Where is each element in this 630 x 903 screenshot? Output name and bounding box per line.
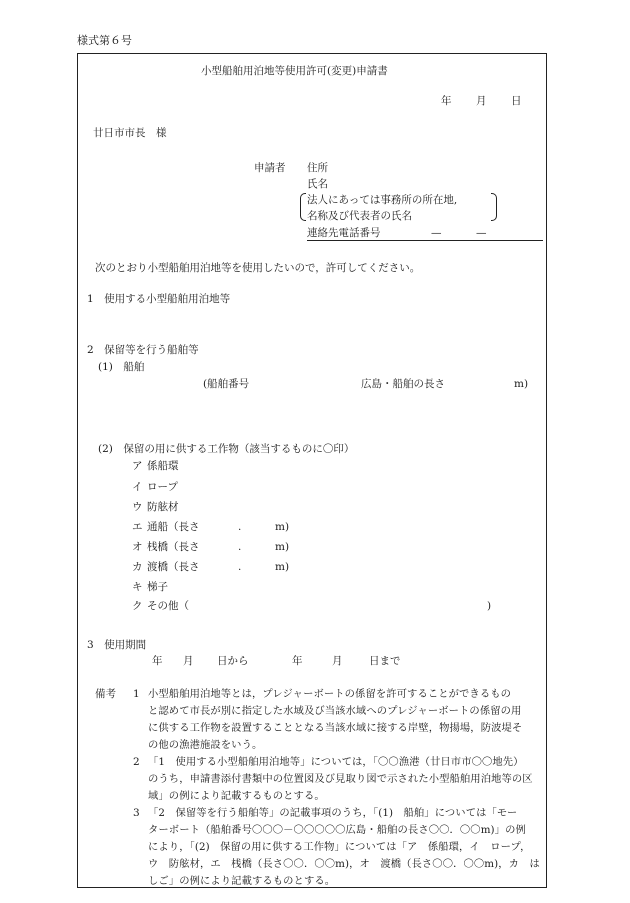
form-title: 小型船舶用泊地等使用許可(変更)申請書 [201, 65, 388, 77]
note-3-line: により，「(2) 保留の用に供する工作物」については「ア 係船環，イ ロープ， [148, 841, 531, 853]
note-1-line: 小型船舶用泊地等とは，プレジャーボートの係留を許可することができるもの [148, 688, 512, 700]
structure-close-ku: ) [487, 600, 492, 612]
form-number: 様式第６号 [77, 34, 132, 47]
structure-name-e: 通船（長さ [147, 521, 200, 533]
note-3-number: 3 [133, 807, 140, 819]
date-day[interactable]: 日 [511, 95, 522, 107]
structure-unit-o: m) [275, 541, 290, 553]
structure-name-ki: 梯子 [147, 581, 168, 593]
structure-name-ku: その他（ [147, 600, 189, 612]
structure-kana-ki[interactable]: キ [132, 581, 143, 593]
note-2-line: のうち，申請書添付書類中の位置図及び見取り図で示された小型船舶用泊地等の区 [148, 773, 533, 785]
note-2-line: 「1 使用する小型船舶用泊地等」については，「〇〇漁港（廿日市市〇〇地先） [148, 756, 524, 768]
section2-heading: 2 保留等を行う船舶等 [87, 344, 199, 356]
note-3-line: しご」の例により記載するものとする。 [148, 875, 336, 887]
period-to-year[interactable]: 年 [292, 655, 303, 667]
structure-kana-u[interactable]: ウ [132, 501, 143, 513]
period-from-day[interactable]: 日から [217, 655, 249, 667]
note-1-line: と認めて市長が別に指定した水域及び当該水域へのプレジャーボートの係留の用 [148, 705, 522, 717]
structure-unit-ka: m) [275, 561, 290, 573]
vessel-reg-label[interactable]: (船舶番号 [203, 378, 250, 390]
period-from-year[interactable]: 年 [152, 655, 163, 667]
structure-kana-i[interactable]: イ [132, 481, 143, 493]
structure-dot-o: . [238, 541, 242, 553]
period-to-month[interactable]: 月 [332, 655, 343, 667]
date-year[interactable]: 年 [441, 95, 452, 107]
vessel-label: (1) 船舶 [98, 361, 145, 373]
corp-bracket-left [300, 193, 306, 221]
structure-kana-a[interactable]: ア [132, 460, 143, 472]
period-from-month[interactable]: 月 [183, 655, 194, 667]
note-3-line: 「2 保留等を行う船舶等」の記載事項のうち，「(1) 船舶」については「モー [148, 807, 518, 819]
applicant-label: 申請者 [254, 162, 286, 174]
corp-note-line2: 名称及び代表者の氏名 [307, 210, 412, 222]
phone-dash-2: — [476, 227, 487, 239]
note-3-line: ウ 防舷材，エ 桟橋（長さ〇〇．〇〇m)，オ 渡橋（長さ〇〇．〇〇m)，カ は [148, 858, 540, 870]
note-1-line: に供する工作物を設置することとなる当該水域に接する岸壁，物揚場，防波堤そ [148, 722, 523, 734]
structures-label: (2) 保留の用に供する工作物（該当するものに〇印） [98, 443, 355, 455]
vessel-unit: m) [514, 378, 529, 390]
note-1-line: の他の漁港施設をいう。 [148, 739, 263, 751]
note-3-line: ターボート（船舶番号〇〇〇－〇〇〇〇〇広島・船舶の長さ〇〇．〇〇m)」の例 [148, 824, 526, 836]
structure-dot-ka: . [238, 561, 242, 573]
structure-kana-ka[interactable]: カ [132, 561, 143, 573]
structure-dot-e: . [238, 521, 242, 533]
corp-note-line1: 法人にあっては事務所の所在地, [307, 194, 458, 206]
applicant-address-label[interactable]: 住所 [307, 162, 328, 174]
structure-kana-ku[interactable]: ク [132, 600, 143, 612]
section3-heading: 3 使用期間 [87, 639, 147, 651]
structure-kana-e[interactable]: エ [132, 521, 143, 533]
addressee: 廿日市市長 様 [93, 127, 167, 139]
intro-text: 次のとおり小型船舶用泊地等を使用したいので，許可してください。 [95, 262, 421, 274]
structure-name-u: 防舷材 [147, 501, 179, 513]
structure-name-ka: 渡橋（長さ [147, 561, 200, 573]
note-2-number: 2 [133, 756, 140, 768]
phone-dash-1: — [431, 227, 442, 239]
structure-name-a: 係船環 [147, 460, 179, 472]
structure-unit-e: m) [275, 521, 290, 533]
structure-name-o: 桟橋（長さ [147, 541, 200, 553]
structure-kana-o[interactable]: オ [132, 541, 143, 553]
note-1-number: 1 [133, 688, 140, 700]
structure-name-i: ロープ [147, 481, 178, 493]
corp-bracket-right [491, 193, 497, 221]
period-to-day[interactable]: 日まで [369, 655, 401, 667]
phone-underline [307, 240, 543, 241]
date-month[interactable]: 月 [476, 95, 487, 107]
remarks-label: 備考 [95, 688, 116, 700]
phone-label[interactable]: 連絡先電話番号 [307, 227, 381, 239]
vessel-length-label[interactable]: 広島・船舶の長さ [361, 378, 445, 390]
applicant-name-label[interactable]: 氏名 [307, 178, 328, 190]
section1-heading: 1 使用する小型船舶用泊地等 [87, 293, 231, 305]
note-2-line: 域」の例により記載するものとする。 [148, 790, 325, 802]
